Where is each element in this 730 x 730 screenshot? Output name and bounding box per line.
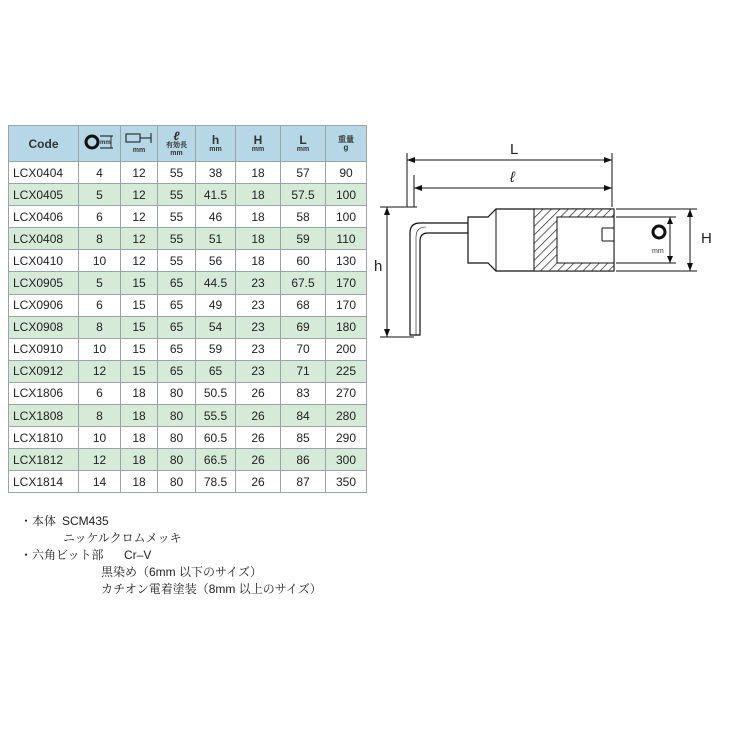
table-row (9, 338, 367, 360)
cell-total-length: 59 (281, 228, 326, 250)
cell-hex-size: 6 (79, 206, 121, 228)
cell-effective-length: 55 (158, 228, 196, 250)
material-notes (20, 513, 322, 598)
cell-H-value: 23 (236, 316, 281, 338)
note-bit-row (20, 547, 152, 564)
note-body-label: ・本体 (20, 514, 57, 528)
cell-hex-size: 4 (79, 162, 121, 184)
cell-hex-size: 6 (79, 382, 121, 404)
header-H-symbol: H (253, 132, 263, 147)
cell-h-value: 41.5 (196, 184, 236, 206)
cell-socket-depth: 12 (121, 206, 158, 228)
note-bit-finish-large: カチオン電着塗装（8mm 以上のサイズ） (101, 582, 322, 596)
cell-total-length: 85 (281, 427, 326, 449)
header-H-unit: mm (251, 145, 265, 153)
cell-effective-length: 80 (158, 427, 196, 449)
cell-socket-depth: 12 (121, 162, 158, 184)
cell-code: LCX0408 (9, 228, 79, 250)
table-row (9, 316, 367, 338)
header-h-small (196, 126, 236, 162)
header-hex-size (79, 126, 121, 162)
cell-total-length: 69 (281, 316, 326, 338)
cell-code: LCX0405 (9, 184, 79, 206)
header-weight-unit: g (343, 142, 349, 152)
table-row (9, 228, 367, 250)
cell-weight: 100 (326, 206, 367, 228)
cell-effective-length: 55 (158, 184, 196, 206)
note-bit-finish-large-row (20, 581, 322, 598)
header-socket-depth (121, 126, 158, 162)
cell-weight: 200 (326, 338, 367, 360)
diagram-hex-unit: mm (652, 248, 664, 255)
header-L-unit: mm (296, 145, 310, 153)
cell-hex-size: 5 (79, 272, 121, 294)
header-total-length (281, 126, 326, 162)
cell-code: LCX1812 (9, 449, 79, 471)
cell-total-length: 84 (281, 405, 326, 427)
cell-H-value: 26 (236, 405, 281, 427)
cell-effective-length: 80 (158, 382, 196, 404)
table-row (9, 206, 367, 228)
table-row (9, 471, 367, 493)
header-L-symbol: L (299, 132, 307, 147)
header-h-large (236, 126, 281, 162)
cell-h-value: 38 (196, 162, 236, 184)
cell-socket-depth: 15 (121, 360, 158, 382)
note-body-finish-row (20, 530, 182, 547)
note-body-row (20, 513, 109, 530)
header-hex-unit: mm (99, 140, 111, 146)
cell-code: LCX0906 (9, 294, 79, 316)
cell-H-value: 23 (236, 294, 281, 316)
cell-socket-depth: 12 (121, 250, 158, 272)
cell-total-length: 67.5 (281, 272, 326, 294)
cell-h-value: 78.5 (196, 471, 236, 493)
cell-effective-length: 80 (158, 471, 196, 493)
header-l-label: 有効長 (166, 141, 187, 149)
header-l-unit: mm (170, 149, 183, 157)
cell-socket-depth: 15 (121, 338, 158, 360)
cell-code: LCX0910 (9, 338, 79, 360)
cell-h-value: 66.5 (196, 449, 236, 471)
cell-total-length: 86 (281, 449, 326, 471)
header-h-unit: mm (209, 145, 222, 153)
cell-code: LCX1810 (9, 427, 79, 449)
cell-hex-size: 14 (79, 471, 121, 493)
cell-h-value: 49 (196, 294, 236, 316)
cell-total-length: 57 (281, 162, 326, 184)
cell-h-value: 44.5 (196, 272, 236, 294)
cell-H-value: 23 (236, 338, 281, 360)
header-code: Code (9, 126, 79, 162)
cell-h-value: 60.5 (196, 427, 236, 449)
table-row (9, 250, 367, 272)
cell-H-value: 18 (236, 184, 281, 206)
cell-effective-length: 55 (158, 206, 196, 228)
cell-weight: 170 (326, 272, 367, 294)
hex-socket-icon (83, 132, 117, 152)
dimension-l-label: ℓ (510, 169, 515, 186)
dimension-H-label: H (701, 230, 712, 247)
cell-socket-depth: 12 (121, 228, 158, 250)
cell-socket-depth: 18 (121, 471, 158, 493)
cell-code: LCX1806 (9, 382, 79, 404)
cell-weight: 180 (326, 316, 367, 338)
cell-weight: 130 (326, 250, 367, 272)
cell-effective-length: 55 (158, 250, 196, 272)
cell-total-length: 70 (281, 338, 326, 360)
cell-weight: 225 (326, 360, 367, 382)
table-row (9, 360, 367, 382)
cell-h-value: 55.5 (196, 405, 236, 427)
cell-hex-size: 6 (79, 294, 121, 316)
cell-H-value: 18 (236, 162, 281, 184)
cell-H-value: 18 (236, 206, 281, 228)
header-effective-length (158, 126, 196, 162)
cell-total-length: 68 (281, 294, 326, 316)
note-bit-finish-small: 黒染め（6mm 以下のサイズ） (101, 565, 263, 579)
cell-weight: 290 (326, 427, 367, 449)
cell-h-value: 46 (196, 206, 236, 228)
table-row (9, 294, 367, 316)
cell-weight: 170 (326, 294, 367, 316)
hex-size-icon (653, 226, 665, 238)
cell-H-value: 26 (236, 449, 281, 471)
cell-H-value: 18 (236, 228, 281, 250)
cell-effective-length: 80 (158, 449, 196, 471)
cell-code: LCX0410 (9, 250, 79, 272)
table-row (9, 184, 367, 206)
note-bit-material: Cr–V (124, 548, 152, 562)
cell-hex-size: 8 (79, 228, 121, 250)
cell-socket-depth: 18 (121, 382, 158, 404)
cell-H-value: 23 (236, 272, 281, 294)
table-row (9, 449, 367, 471)
note-bit-finish-small-row (20, 564, 263, 581)
note-body-material: SCM435 (62, 514, 109, 528)
cell-socket-depth: 18 (121, 427, 158, 449)
cell-effective-length: 65 (158, 338, 196, 360)
cell-H-value: 26 (236, 427, 281, 449)
cell-weight: 100 (326, 184, 367, 206)
cell-hex-size: 10 (79, 338, 121, 360)
cell-H-value: 23 (236, 360, 281, 382)
cell-h-value: 51 (196, 228, 236, 250)
spec-table (8, 125, 367, 493)
cell-hex-size: 5 (79, 184, 121, 206)
table-row (9, 405, 367, 427)
table-row (9, 272, 367, 294)
cell-H-value: 18 (236, 250, 281, 272)
dimension-h-label: h (374, 258, 383, 275)
cell-socket-depth: 15 (121, 272, 158, 294)
cell-total-length: 57.5 (281, 184, 326, 206)
cell-hex-size: 12 (79, 360, 121, 382)
table-body (9, 162, 367, 493)
cell-hex-size: 8 (79, 316, 121, 338)
cell-code: LCX0404 (9, 162, 79, 184)
cell-h-value: 56 (196, 250, 236, 272)
cell-effective-length: 65 (158, 272, 196, 294)
cell-hex-size: 12 (79, 449, 121, 471)
cell-total-length: 87 (281, 471, 326, 493)
cell-weight: 90 (326, 162, 367, 184)
cell-effective-length: 80 (158, 405, 196, 427)
cell-total-length: 60 (281, 250, 326, 272)
cell-total-length: 83 (281, 382, 326, 404)
cell-effective-length: 65 (158, 294, 196, 316)
cell-effective-length: 65 (158, 360, 196, 382)
cell-effective-length: 55 (158, 162, 196, 184)
cell-socket-depth: 18 (121, 405, 158, 427)
cell-hex-size: 10 (79, 427, 121, 449)
cell-code: LCX0908 (9, 316, 79, 338)
cell-socket-depth: 15 (121, 294, 158, 316)
cell-code: LCX0406 (9, 206, 79, 228)
cell-code: LCX1814 (9, 471, 79, 493)
cell-weight: 270 (326, 382, 367, 404)
cell-code: LCX1808 (9, 405, 79, 427)
header-weight-label: 重量 (338, 134, 354, 144)
cell-h-value: 54 (196, 316, 236, 338)
cell-hex-size: 8 (79, 405, 121, 427)
table-row (9, 162, 367, 184)
cell-weight: 300 (326, 449, 367, 471)
cell-weight: 110 (326, 228, 367, 250)
cell-code: LCX0905 (9, 272, 79, 294)
cell-hex-size: 10 (79, 250, 121, 272)
cell-socket-depth: 12 (121, 184, 158, 206)
cell-weight: 280 (326, 405, 367, 427)
header-l-symbol: ℓ (173, 128, 180, 143)
table-header-row (9, 126, 367, 162)
table-row (9, 382, 367, 404)
cell-socket-depth: 18 (121, 449, 158, 471)
header-weight (326, 126, 367, 162)
cell-H-value: 26 (236, 382, 281, 404)
cell-effective-length: 65 (158, 316, 196, 338)
note-bit-label: ・六角ビット部 (20, 548, 104, 562)
cell-total-length: 71 (281, 360, 326, 382)
cell-weight: 350 (326, 471, 367, 493)
socket-depth-icon (124, 132, 154, 144)
cell-H-value: 26 (236, 471, 281, 493)
note-body-finish: ニッケルクロムメッキ (63, 531, 182, 545)
wrench-diagram (372, 125, 722, 355)
cell-socket-depth: 15 (121, 316, 158, 338)
cell-h-value: 59 (196, 338, 236, 360)
dimension-L-label: L (510, 141, 519, 158)
cell-code: LCX0912 (9, 360, 79, 382)
header-depth-unit: mm (132, 147, 146, 154)
table-row (9, 427, 367, 449)
header-h-symbol: h (211, 132, 220, 147)
cell-h-value: 50.5 (196, 382, 236, 404)
cell-h-value: 65 (196, 360, 236, 382)
cell-total-length: 58 (281, 206, 326, 228)
